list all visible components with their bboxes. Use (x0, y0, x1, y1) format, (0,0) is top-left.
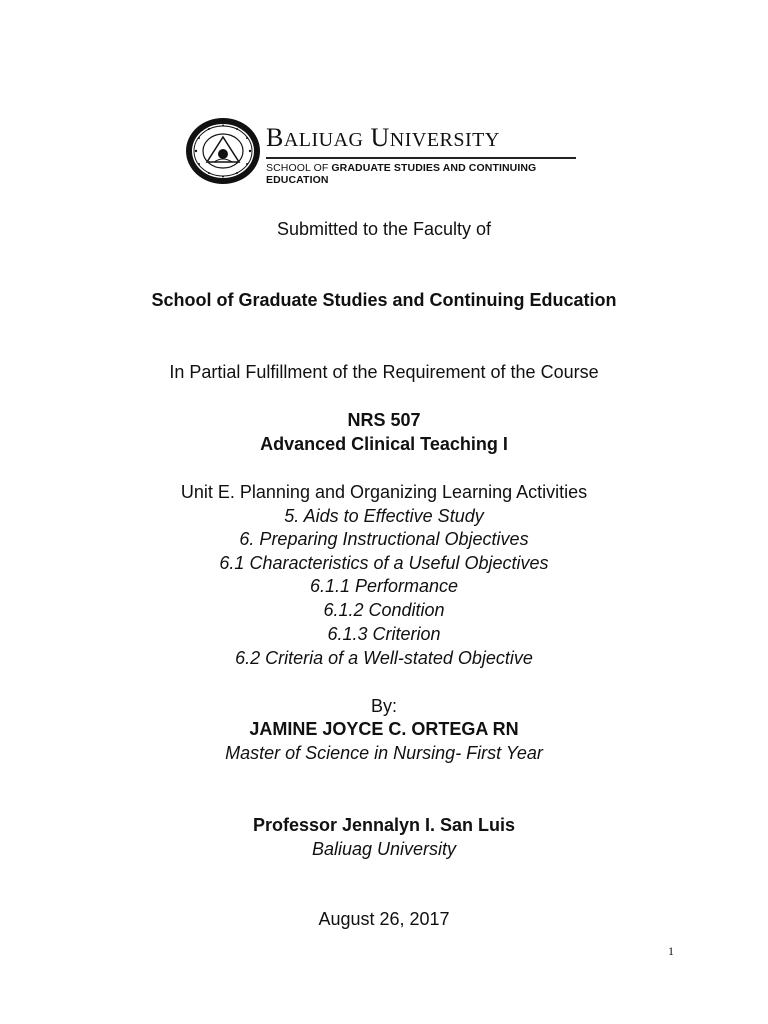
professor-institution: Baliuag University (311, 839, 457, 859)
school-prefix: SCHOOL OF (266, 162, 332, 174)
unit-topic: 6.1.3 Criterion (327, 624, 441, 644)
fulfillment-text: In Partial Fulfillment of the Requirement of the Course (169, 362, 599, 382)
univ-name-part1: ALIUAG (283, 129, 364, 151)
school-line1-rest: GRADUATE STUDIES AND CONTINUING (331, 162, 537, 174)
author-name: JAMINE JOYCE C. ORTEGA RN (249, 719, 519, 739)
page-number: 1 (668, 944, 674, 958)
university-seal-logo (184, 116, 262, 186)
unit-topic: 6.2 Criteria of a Well-stated Objective (235, 648, 533, 668)
submission-date: August 26, 2017 (318, 909, 450, 929)
school-name-line2: EDUCATION (266, 174, 329, 186)
univ-name-part2: NIVERSITY (389, 129, 500, 151)
unit-topic: 6.1 Characteristics of a Useful Objectives (219, 553, 549, 573)
by-label: By: (370, 696, 397, 716)
unit-topic: 6.1.2 Condition (323, 600, 445, 620)
university-wordmark (266, 125, 584, 186)
school-name-line1 (266, 162, 584, 174)
course-title: Advanced Clinical Teaching I (260, 434, 508, 454)
univ-name-initial-u: U (363, 123, 390, 152)
school-name-heading: School of Graduate Studies and Continuing Education (151, 290, 617, 310)
university-name (266, 125, 584, 153)
university-header (184, 116, 584, 186)
author-program: Master of Science in Nursing- First Year (225, 743, 543, 763)
header-rule (266, 157, 576, 159)
univ-name-initial-b: B (266, 123, 284, 152)
unit-topic: 5. Aids to Effective Study (284, 506, 484, 526)
professor-name: Professor Jennalyn I. San Luis (252, 815, 516, 835)
unit-topic: 6. Preparing Instructional Objectives (239, 529, 529, 549)
course-code: NRS 507 (347, 410, 421, 430)
unit-topic: 6.1.1 Performance (309, 576, 459, 596)
unit-heading: Unit E. Planning and Organizing Learning Activities (180, 482, 588, 502)
submitted-to-text: Submitted to the Faculty of (276, 219, 492, 239)
